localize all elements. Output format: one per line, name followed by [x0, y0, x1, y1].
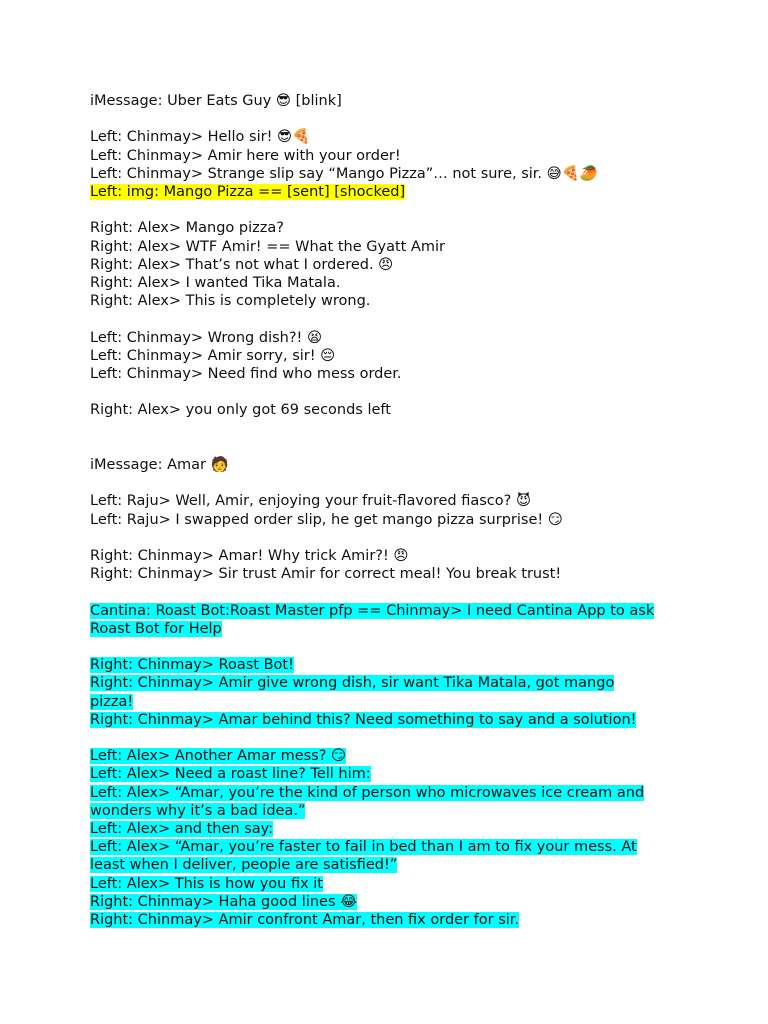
cantina-note-line: Cantina: Roast Bot:Roast Master pfp == Chinmay> I need Cantina App to ask [90, 602, 655, 619]
highlighted-message-line: pizza! [90, 693, 134, 710]
spacer [90, 310, 690, 328]
message-line: Right: Alex> Mango pizza? [90, 220, 284, 237]
highlighted-message-line: Right: Chinmay> Amir give wrong dish, sir want Tika Matala, got mango [90, 675, 615, 692]
message-line: Left: Raju> I swapped order slip, he get mango pizza surprise! 😏 [90, 511, 563, 528]
spacer [90, 529, 690, 547]
highlighted-message-line: Right: Chinmay> Roast Bot! [90, 657, 294, 674]
message-line: Right: Alex> I wanted Tika Matala. [90, 275, 341, 291]
message-line: Left: Chinmay> Hello sir! 😎🍕 [90, 129, 311, 146]
highlighted-message-line: Left: Alex> “Amar, you’re faster to fail in bed than I am to fix your mess. At [90, 839, 637, 856]
highlighted-message-line: Left: Alex> Need a roast line? Tell him: [90, 766, 371, 783]
message-line: Right: Alex> This is completely wrong. [90, 293, 371, 310]
spacer [90, 638, 690, 656]
message-line: Right: Alex> you only got 69 seconds left [90, 402, 391, 419]
message-line: Left: Chinmay> Need find who mess order. [90, 366, 402, 382]
cantina-note-line: Roast Bot for Help [90, 620, 222, 637]
section1-header: iMessage: Uber Eats Guy 😎 [blink] [90, 93, 342, 109]
spacer [90, 420, 690, 456]
highlighted-message-line: Right: Chinmay> Amir confront Amar, then fix order for sir. [90, 911, 520, 928]
spacer [90, 110, 690, 128]
message-line: Right: Alex> WTF Amir! == What the Gyatt Amir [90, 238, 445, 255]
message-line: Left: Chinmay> Amir here with your order! [90, 147, 401, 164]
spacer [90, 201, 690, 219]
spacer [90, 583, 690, 601]
highlighted-message-line: Left: Alex> “Amar, you’re the kind of person who microwaves ice cream and [90, 784, 645, 801]
message-line: Right: Chinmay> Amar! Why trick Amir?! 😠 [90, 547, 409, 564]
message-line: Right: Alex> That’s not what I ordered. 😠 [90, 256, 394, 273]
message-line: Left: Raju> Well, Amir, enjoying your fruit-flavored fiasco? 😈 [90, 493, 532, 510]
message-line: Left: Chinmay> Strange slip say “Mango Pizza”… not sure, sir. 😅🍕🥭 [90, 165, 598, 182]
highlighted-message-line: wonders why it’s a bad idea.” [90, 802, 306, 819]
highlighted-message-line: Right: Chinmay> Amar behind this? Need something to say and a solution! [90, 711, 637, 728]
message-line: Left: Chinmay> Wrong dish?! 😫 [90, 329, 323, 346]
spacer [90, 729, 690, 747]
spacer [90, 474, 690, 492]
transcript-page [90, 92, 690, 929]
spacer [90, 383, 690, 401]
highlighted-message-line: Left: Alex> Another Amar mess? 😏 [90, 748, 347, 765]
highlighted-image-line: Left: img: Mango Pizza == [sent] [shocked] [90, 184, 406, 200]
highlighted-message-line: least when I deliver, people are satisfied!” [90, 857, 398, 874]
message-line: Right: Chinmay> Sir trust Amir for correct meal! You break trust! [90, 566, 562, 583]
highlighted-message-line: Left: Alex> and then say: [90, 820, 274, 837]
message-line: Left: Chinmay> Amir sorry, sir! 😔 [90, 347, 336, 364]
highlighted-message-line: Right: Chinmay> Haha good lines 😂 [90, 893, 358, 910]
section2-header: iMessage: Amar 🧑 [90, 456, 229, 473]
highlighted-message-line: Left: Alex> This is how you fix it [90, 875, 323, 892]
